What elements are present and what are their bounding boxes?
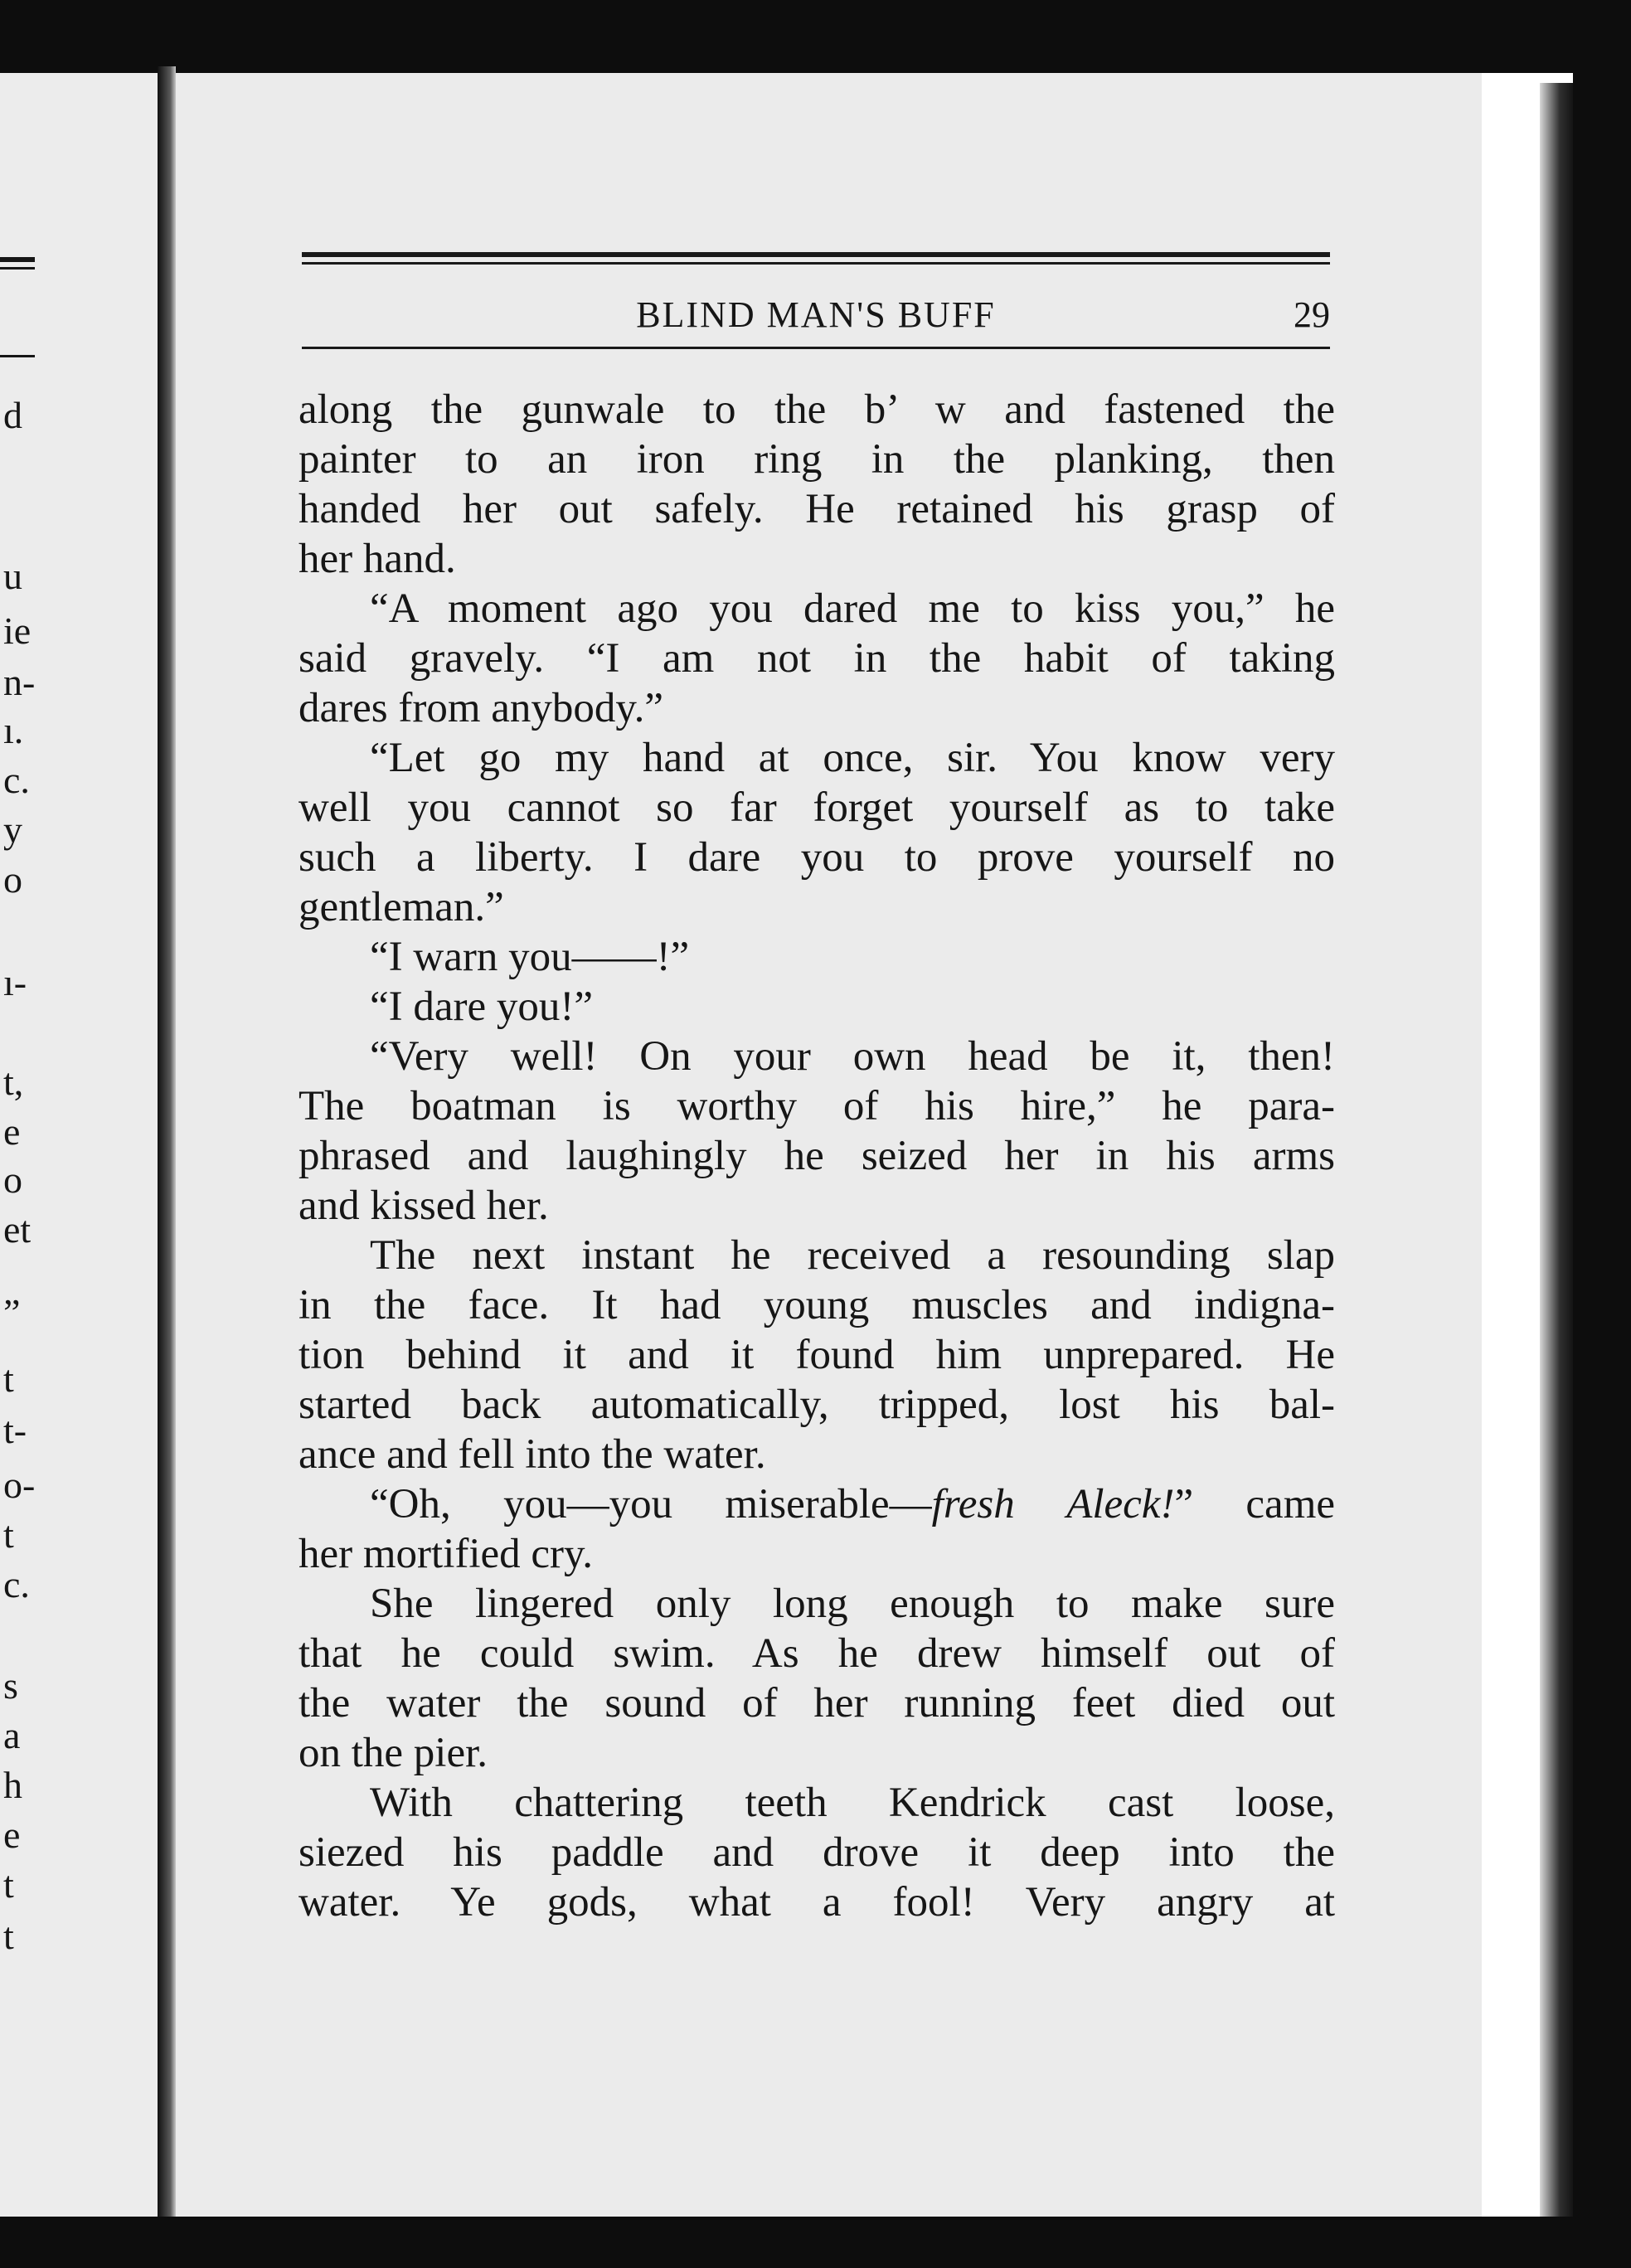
text-line: her hand.	[299, 536, 456, 582]
text-line: her mortified cry.	[299, 1531, 593, 1577]
book-page	[176, 73, 1482, 2221]
left-page-text-fragment: c.	[3, 759, 30, 801]
scan-border-right	[1573, 0, 1631, 2268]
text-line: that he could swim. As he drew himself out of	[299, 1630, 1335, 1677]
text-line: She lingered only long enough to make sure	[370, 1581, 1335, 1627]
header-underline-rule	[302, 347, 1330, 349]
scan-border-bottom	[0, 2217, 1631, 2268]
text-line: The next instant he received a resounding slap	[370, 1232, 1335, 1279]
text-line: ance and fell into the water.	[299, 1431, 766, 1478]
left-page-text-fragment: t	[3, 1863, 14, 1906]
running-head-title: BLIND MAN'S BUFF	[636, 294, 996, 335]
body-text	[299, 385, 1335, 1927]
left-page-text-fragment: e	[3, 1110, 21, 1153]
text-line: and kissed her.	[299, 1183, 549, 1229]
text-line: phrased and laughingly he seized her in his arms	[299, 1133, 1335, 1179]
text-line: The boatman is worthy of his hire,” he para-	[299, 1083, 1335, 1129]
left-page-text-fragment: ı.	[3, 709, 24, 751]
page-number: 29	[1294, 294, 1330, 335]
left-page-text-fragment: t-	[3, 1409, 27, 1451]
text-line: “I dare you!”	[370, 983, 593, 1030]
text-line: “I warn you——!”	[370, 934, 690, 980]
text-line: the water the sound of her running feet died out	[299, 1680, 1335, 1726]
text-line: With chattering teeth Kendrick cast loose,	[370, 1780, 1335, 1826]
text-line: such a liberty. I dare you to prove yourself no	[299, 834, 1335, 881]
left-page-text-fragment: t	[3, 1915, 14, 1957]
left-page-text-fragment: ”	[3, 1291, 21, 1333]
left-page-text-fragment: n-	[3, 661, 36, 703]
left-page-text-fragment: t	[3, 1513, 14, 1556]
text-line: well you cannot so far forget yourself as to take	[299, 784, 1335, 831]
left-page-text-fragment: c.	[3, 1563, 30, 1605]
text-line: siezed his paddle and drove it deep into the	[299, 1829, 1335, 1876]
left-page-text-fragment: h	[3, 1764, 22, 1806]
left-page-text-fragment: t,	[3, 1061, 24, 1103]
text-line: “A moment ago you dared me to kiss you,” he	[370, 585, 1335, 632]
text-line: tion behind it and it found him unprepared. He	[299, 1332, 1335, 1378]
text-line: “Very well! On your own head be it, then!	[370, 1033, 1335, 1080]
book-spine-shadow	[158, 66, 176, 2222]
left-page-rule	[0, 267, 35, 270]
header-rule-thin	[302, 262, 1330, 265]
left-page-text-fragment: t	[3, 1357, 14, 1400]
text-line: along the gunwale to the b’ w and fastened the	[299, 386, 1335, 433]
text-line: started back automatically, tripped, lost his bal-	[299, 1382, 1335, 1428]
left-page-text-fragment: y	[3, 809, 22, 851]
page-edge-shadow	[1540, 83, 1573, 2222]
text-span: ” came	[1174, 1481, 1336, 1527]
left-page-text-fragment: o-	[3, 1464, 36, 1506]
header-rule-thick	[302, 252, 1330, 257]
left-page-text-fragment: ie	[3, 609, 32, 652]
text-line: gentleman.”	[299, 884, 504, 930]
italic-text-span: fresh Aleck!	[931, 1481, 1175, 1527]
left-page-text-fragment: a	[3, 1714, 21, 1756]
left-page-text-fragment: ı-	[3, 961, 27, 1003]
text-line: water. Ye gods, what a fool! Very angry at	[299, 1879, 1335, 1926]
text-line: painter to an iron ring in the planking, then	[299, 436, 1335, 483]
left-page-text-fragment: o	[3, 1158, 22, 1201]
text-line	[299, 1479, 1335, 1529]
left-page-text-fragment: s	[3, 1664, 18, 1707]
left-page-text-fragment: u	[3, 555, 22, 597]
left-page-rule	[0, 257, 35, 262]
left-page-text-fragment: d	[3, 394, 22, 436]
left-facing-page	[0, 73, 158, 2221]
text-line: said gravely. “I am not in the habit of taking	[299, 635, 1335, 682]
scan-border-top	[0, 0, 1631, 73]
running-head	[302, 290, 1330, 340]
text-line: dares from anybody.”	[299, 685, 663, 731]
left-page-rule	[0, 355, 35, 357]
text-line: in the face. It had young muscles and indigna-	[299, 1282, 1335, 1328]
text-line: “Let go my hand at once, sir. You know very	[370, 735, 1335, 781]
left-page-text-fragment: et	[3, 1208, 32, 1251]
left-page-text-fragment: o	[3, 858, 22, 901]
text-line: on the pier.	[299, 1730, 488, 1776]
left-page-text-fragment: e	[3, 1814, 21, 1856]
text-line: handed her out safely. He retained his grasp of	[299, 486, 1335, 532]
text-span: “Oh, you—you miserable—	[370, 1481, 932, 1527]
